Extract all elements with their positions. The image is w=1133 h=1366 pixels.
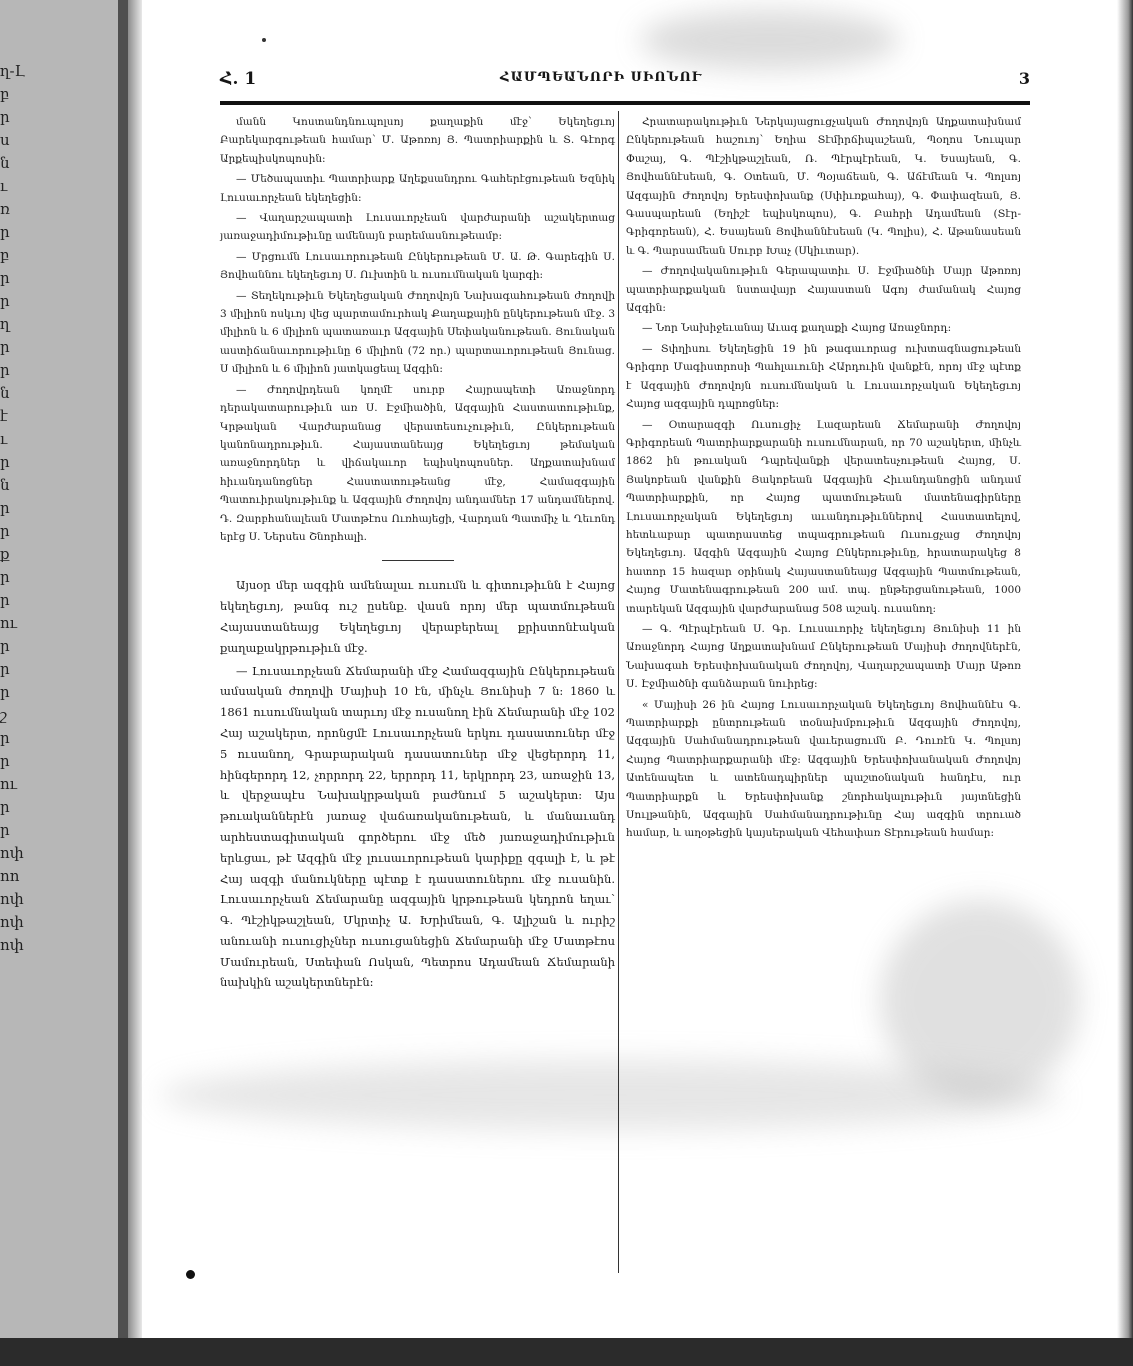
- section-divider: [382, 560, 454, 561]
- paragraph: — Ժողովականութիւն Գերապատիւ Ս. Էջմիածնի Մայր Աթոռոյ պատրիարքական նստավայր Հայաստան Ագոյ ժամանակ Հայոց Ազգին:: [626, 265, 1021, 315]
- paragraph: — Ժողովրդեան կողմէ սուրբ Հայրապետի Առաջնորդ դերակատարութիւն առ Ս. Էջմիածին, Ազգային Հաստատութիւնք, Կրթական Վարժարանաց վերատեսուչութիւն, Ընկերութեան կանոնադրութիւն. Հայաստանեայց Եկեղեցւոյ թեմական առաջնորդներ և վիճակաւոր եպիսկոպոսներ. Աղքատախնամ հիւանդանոցներ Հաստատութեանց մէջ, Համազգային Պատուիրակութիւնք և Ազգային Ժողովոյ անդամներ 17 անդամներով. Դ. Զարբհանալեան Մատթէոս Ուռհայեցի, Վարդան Պատմիչ և Ղեւոնդ երէց Ս. Ներսես Շնորհալի.: [220, 383, 615, 543]
- paragraph: — Մրցումն Լուսաւորութեան Ընկերութեան Մ. Ա. Թ. Գարեգին Ս. Յովհաննու եկեղեցւոյ Ս. Ուխտին և ուսումնական կարգի:: [220, 250, 615, 282]
- left-column: [220, 113, 615, 995]
- paragraph: Հրատարակութիւն Ներկայացուցչական Ժողովոյն Աղքատախնամ Ընկերութեան հաշուոյ՝ Եղիա Տէմիրճիպաշեան, Պօղոս Նուպար Փաշայ, Գ. Պէշիկթաշլեան, Ռ. Պէրպէրեան, Կ. Եսայեան, Գ. Յովհաննէսեան, Գ. Օտեան, Մ. Պօյաճեան, Գ. Աճէմեան Կ. Պոլսոյ Ազգային Ժողովոյ Երեսփոխանք (Սփիւռքահայ), Գ. Փափազեան, Յ. Գասպարեան (Եղիշէ եպիսկոպոս), Գ. Բահրի Ադամեան (Տէր-Գրիգորեան), Հ. Եսայեան Յովհաննէսեան (Կ. Պոլիս), Հ. Աթանասեան և Գ. Պարսամեան Սուրբ Խաչ (Սկիւտար).: [626, 116, 1021, 257]
- paragraph: մանն Կոստանդնուպոլսոյ քաղաքին մէջ՝ Եկեղեցւոյ Բարեկարգութեան համար՝ Մ. Աթոռոյ Յ. Պատրիարքին և Տ. Գէորգ Արքեպիսկոպոսին:: [220, 116, 615, 165]
- column-rule: [618, 111, 619, 1273]
- paragraph: — Օտարազգի Ուսուցիչ Լազարեան Ճեմարանի Ժողովոյ Գրիգորեան Պատրիարքարանի ուսումնարան, որ 70 աշակերտ, մինչև 1862 ին թուական Դպրեվանքի վերատեսչութեան Հայոց, Ս. Յակոբեան վանքին Յակոբեան Ազգային Հիւանդանոցին անդամ Պատրիարքին, որ Հայոց պատմութեան մատենագիրները Լուսաւորչական Եկեղեցւոյ աւանդութիւններով Հաստատելով, հետևաբար պատրաստեց տպագրութեան Ուսուցչաց Ժողովոյ Եկեղեցւոյ. Ազգին Ազգային Հայոց Ընկերութիւնը, հրատարակեց 8 հատոր 15 հազար օրինակ Հայաստանեայց Ազգային Պատմութեան, Հայոց Մատենագրութեան 200 ամ. տպ. ընթերցանութեան, 1000 տարեկան Ազգային վարժարանաց 508 աշակ. ուսանող:: [626, 418, 1021, 615]
- paragraph: — Տեղեկութիւն Եկեղեցական Ժողովոյն Նախագահութեան ժողովի 3 միլիոն ոսկւոյ վեց պարտամուրհակ Քաղաքային ընկերութեան մէջ. 3 միլիոն և 6 միլիոն պատառաւր Ազգային Սեփականութեան. Յունական աստիճանաւորութիւնը 6 միլիոն (72 որ.) պարտաւորութեան Յունաց. Ս միլիոն և 6 միլիոն յատկացեալ Ազգին։: [220, 289, 615, 376]
- page-edge: [1117, 0, 1133, 1366]
- paragraph: « Մայիսի 26 ին Հայոց Լուսաւորչական Եկեղեցւոյ Յովհաննէս Գ. Պատրիարքի ընտրութեան տօնախմբութիւն Ազգային Ժողովոյ, Ազգային Սահմանադրութեան վաւերացումն Բ. Դուռէն Կ. Պոլսոյ Հայոց Պատրիարքարանի մէջ: Ազգային Երեսփոխանական Ժողովոյ Ատենապետ և ատենադպիրներ պաշտօնական հանդէս, ուր Պատրիարքն և Երեսփոխանք շնորհակալութիւն յայտնեցին Սուլթանին, Ազգային Սահմանադրութիւնը Հայ ազգին տրուած համար, և աղօթեցին կայսերական Վեհափառ Տէրութեան համար:: [626, 698, 1021, 840]
- paragraph: — Տփղիսու Եկեղեցին 19 ին թագաւորաց ուխտագնացութեան Գրիգոր Մագիստրոսի Պահլաւունի ՀԱրդուին վանքէն, որոյ մէջ պէտք է Ազգային Ժողովոյն ուսումնական և Լուսաւորչական Եկեղեցւոյ Հայոց ազգային դպրոցներ։: [626, 342, 1021, 411]
- ink-blot: [186, 1270, 195, 1279]
- paragraph: — Նոր Նախիջեւանայ Աւագ քաղաքի Հայոց Առաջնորդ:: [642, 322, 952, 335]
- paragraph: — Գ. Պէրպէրեան Ս. Գր. Լուսաւորիչ եկեղեցւոյ Յունիսի 11 ին Առաջնորդ Հայոց Աղքատախնամ Ընկերութեան Մայիսի ժողովներէն, Նախագահ Երեսփոխանական Ժողովոյ, Վաղարշապատի Մայր Աթոռ Ս. Էջմիածնի գանձարան նուիրեց:: [626, 622, 1021, 691]
- paragraph: — Վաղարշապատի Լուսաւորչեան վարժարանի աշակերտաց յառաջադիմութիւնը ամենայն բարեմասնութեամբ:: [220, 212, 615, 243]
- issue-number: Հ. 1: [220, 69, 257, 89]
- paragraph: — Լուսաւորչեան Ճեմարանի մէջ Համազգային Ընկերութեան ամսական ժողովի Մայիսի 10 էն, մինչև Յունիսի 7 ն: 1860 և 1861 ուսումնական տարւոյ մէջ ուսանող էին Ճեմարանի մէջ 102 Հայ աշակերտ, որոնցմէ Լուսաւորչեան երկու դասատուներ մէջ 5 ուսանող, Գրաբարական դասատուներ մէջ վեցերորդ 11, հինգերորդ 12, չորրորդ 22, երրորդ 11, երկրորդ 23, առաջին 13, և վերջապէս Նախակրթական բաժնում 5 աշակերտ: Այս թուականներէն յառաջ վաճառականութեան, և մանաւանդ արհեստագիտական գործերու մէջ մեծ յառաջադիմութիւն երևցաւ, թէ Ազգին մէջ լուսաւորութեան կարիքը զգալի է, և թէ Հայ ազգի մանուկները պէտք է դասատուներու մէջ ուսանին. Լուսաւորչեան Ճեմարանը ազգային կրթութեան կեդրոն եղաւ՝ Գ. Պէշիկթաշլեան, Մկրտիչ Ա. Խրիմեան, Գ. Ալիշան և ուրիշ անուանի ուսուցիչներ ուսուցանեցին Ճեմարանի մէջ Մատթէոս Մամուրեան, Ստեփան Ոսկան, Պետրոս Ադամեան Ճեմարանի նախկին աշակերտներէն։: [220, 663, 615, 990]
- publication-title: ՀԱՄՊԵԱՆՈՐԻ ՍԻՈՆՈՒ: [500, 70, 703, 85]
- ink-speck: [262, 38, 266, 42]
- paragraph: — Մեծապատիւ Պատրիարք Աղեքսանդրու Գահերէցութեան Եզնիկ Լուսաւորչեան եկեղեցին։: [220, 173, 615, 204]
- paragraph: Այսօր մեր ազգին ամենալաւ ուսումն և գիտութիւնն է Հայոց եկեղեցւոյ, թանգ ուշ ըսենք. վասն որոյ մեր պատմութեան Հայաստանեայց Եկեղեցւոյ վերաբերեալ քրիստոնէական քաղաքակրթութիւն մէջ.: [220, 578, 615, 655]
- scanner-bed-edge: [0, 1338, 1133, 1366]
- book-gutter: [128, 0, 142, 1366]
- right-column: [626, 113, 1021, 845]
- page-header: [220, 69, 1030, 95]
- newspaper-page: [150, 55, 1030, 1285]
- book-spine: [118, 0, 128, 1366]
- previous-page-margin-fragments: ղ-Լ բ ր ս ն ւ ռ ր բ ր ր ղ ր ր ն է ւ ր ն ր ր ք ր ր ու ր ր ր շ ր ր ու ր ր ոփ ոո ոփ ոփ ոփ: [0, 62, 25, 954]
- header-rule: [220, 101, 1030, 105]
- page-number: 3: [1018, 69, 1030, 88]
